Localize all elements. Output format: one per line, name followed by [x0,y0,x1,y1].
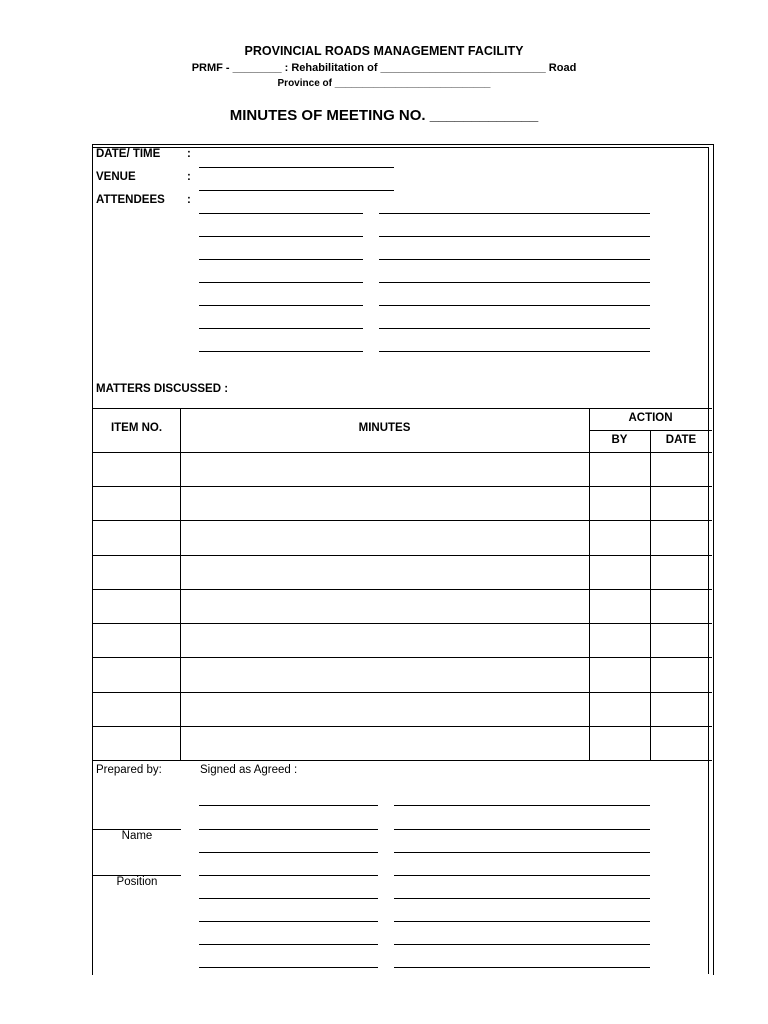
signatory-field[interactable] [394,875,650,876]
attendees-colon: : [187,194,191,206]
table-row[interactable] [93,520,712,521]
signatory-field[interactable] [199,875,378,876]
table-header-bottom [93,452,712,453]
signatory-field[interactable] [394,967,650,968]
attendee-org-field[interactable] [379,351,650,352]
frame-inner-top [92,147,709,148]
venue-colon: : [187,171,191,183]
name-caption: Name [121,830,153,842]
table-row[interactable] [93,589,712,590]
minutes-title: MINUTES OF MEETING NO. _____________ [229,107,539,124]
table-row[interactable] [93,692,712,693]
attendee-name-field[interactable] [199,259,363,260]
action-by-header: BY [611,434,628,446]
column-divider [589,408,590,760]
signatory-field[interactable] [394,898,650,899]
signatory-field[interactable] [394,829,650,830]
table-top-border [93,408,712,409]
attendee-org-field[interactable] [379,282,650,283]
signatory-field[interactable] [394,852,650,853]
table-row[interactable] [93,555,712,556]
signatory-field[interactable] [199,805,378,806]
signed-as-agreed-label: Signed as Agreed : [200,764,298,776]
frame-inner-right [708,147,709,974]
attendee-name-field[interactable] [199,351,363,352]
action-header: ACTION [628,412,673,424]
signatory-field[interactable] [199,852,378,853]
table-bottom-border [93,760,712,761]
project-line: PRMF - ________ : Rehabilitation of ___________________________ Road [191,62,577,74]
signatory-field[interactable] [199,921,378,922]
attendee-name-field[interactable] [199,282,363,283]
action-date-header: DATE [665,434,697,446]
signatory-field[interactable] [394,805,650,806]
attendee-org-field[interactable] [379,328,650,329]
attendee-name-field[interactable] [199,236,363,237]
attendees-label: ATTENDEES [96,194,165,206]
attendee-name-field[interactable] [199,213,363,214]
province-line: Province of ____________________________ [277,78,491,89]
signatory-field[interactable] [394,921,650,922]
signatory-field[interactable] [199,829,378,830]
minutes-header: MINUTES [358,422,411,434]
signatory-field[interactable] [394,944,650,945]
attendee-org-field[interactable] [379,213,650,214]
venue-label: VENUE [96,171,136,183]
date-time-label: DATE/ TIME [96,148,161,160]
column-divider [180,408,181,760]
attendee-name-field[interactable] [199,305,363,306]
form-frame [92,144,714,975]
date-time-field[interactable] [199,167,394,168]
venue-field[interactable] [199,190,394,191]
signatory-field[interactable] [199,898,378,899]
table-row[interactable] [93,657,712,658]
attendee-org-field[interactable] [379,305,650,306]
signatory-field[interactable] [199,967,378,968]
signatory-field[interactable] [199,944,378,945]
column-divider [650,430,651,760]
table-row[interactable] [93,726,712,727]
attendee-name-field[interactable] [199,328,363,329]
table-row[interactable] [93,623,712,624]
table-row[interactable] [93,486,712,487]
date-time-colon: : [187,148,191,160]
prepared-by-label: Prepared by: [96,764,162,776]
attendee-org-field[interactable] [379,259,650,260]
org-title: PROVINCIAL ROADS MANAGEMENT FACILITY [244,44,524,58]
attendee-org-field[interactable] [379,236,650,237]
item-no-header: ITEM NO. [110,422,163,434]
matters-discussed-label: MATTERS DISCUSSED : [96,383,229,395]
position-caption: Position [116,876,158,888]
